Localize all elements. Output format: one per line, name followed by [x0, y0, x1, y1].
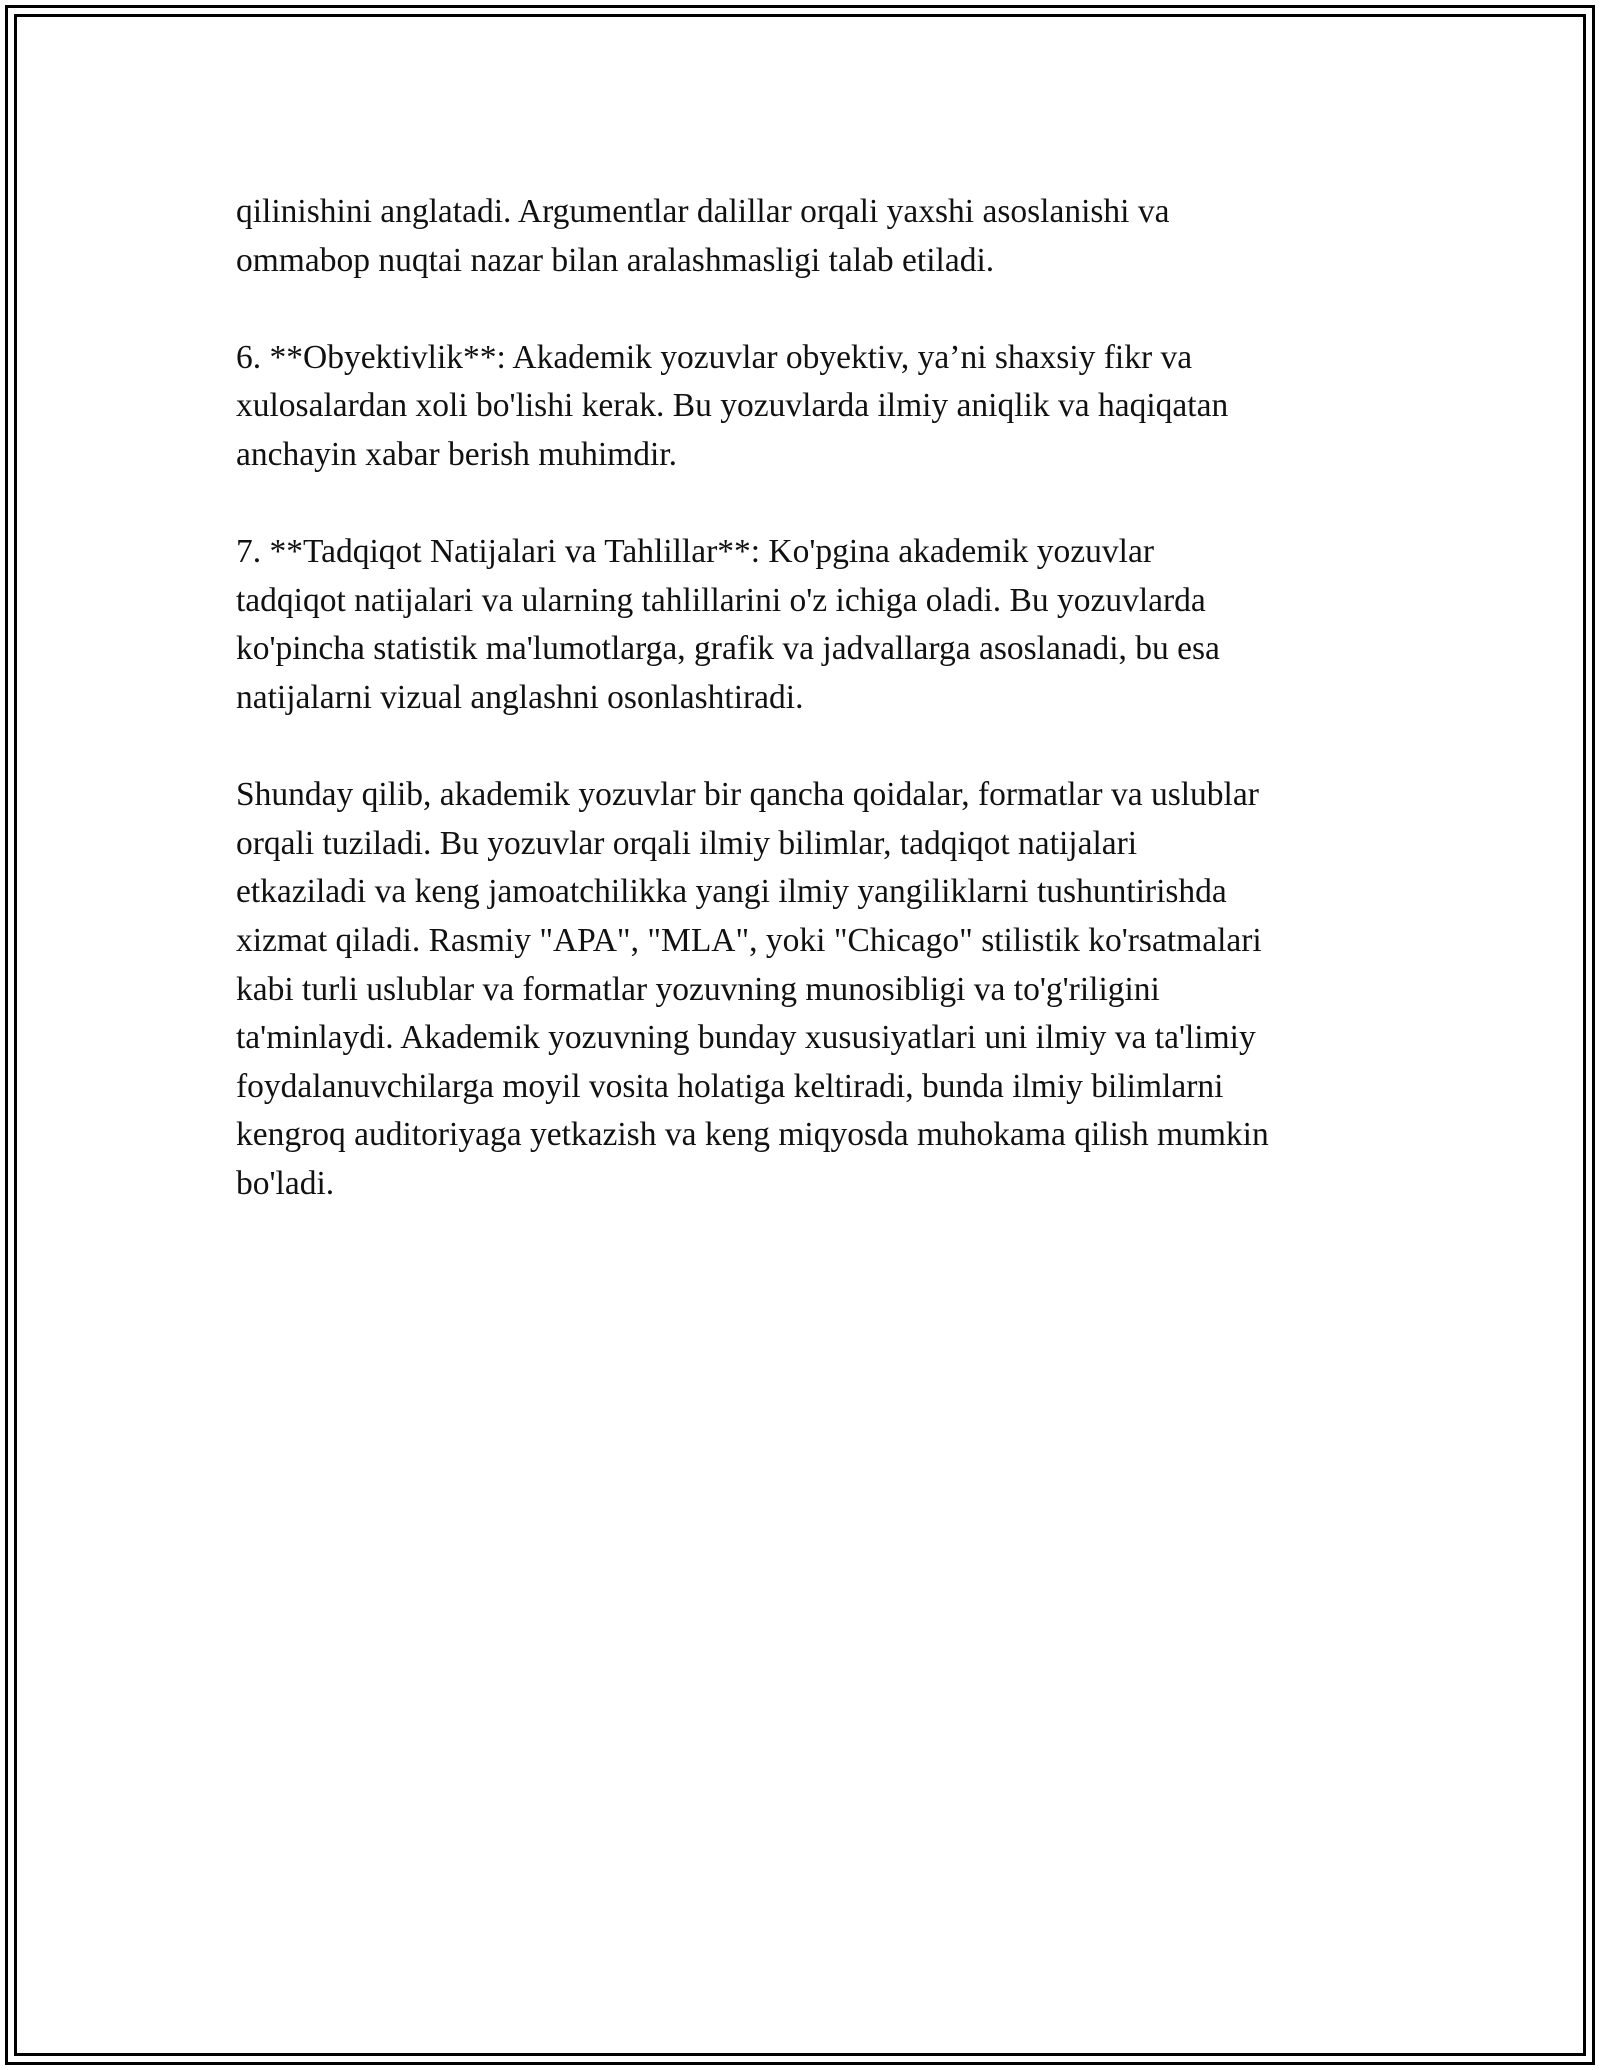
- paragraph-conclusion: [236, 771, 1396, 1208]
- text-line: qilinishini anglatadi. Argumentlar dalillar orqali yaxshi asoslanishi va: [236, 193, 1170, 230]
- text-line: 6. **Obyektivlik**: Akademik yozuvlar obyektiv, ya’ni shaxsiy fikr va: [236, 338, 1193, 376]
- text-line: etkaziladi va keng jamoatchilikka yangi ilmiy yangiliklarni tushuntirishda: [236, 873, 1227, 911]
- text-line: xizmat qiladi. Rasmiy "APA", "MLA", yoki "Chicago" stilistik ko'rsatmalari: [236, 921, 1262, 959]
- text-line: tadqiqot natijalari va ularning tahlillarini o'z ichiga oladi. Bu yozuvlarda: [236, 581, 1206, 619]
- document-body: [236, 188, 1396, 1257]
- text-line: kabi turli uslublar va formatlar yozuvning munosibligi va to'g'riligini: [236, 970, 1160, 1008]
- text-line: Shunday qilib, akademik yozuvlar bir qancha qoidalar, formatlar va uslublar: [236, 776, 1259, 814]
- text-line: ommabop nuqtai nazar bilan aralashmasligi talab etiladi.: [236, 241, 995, 279]
- text-line: xulosalardan xoli bo'lishi kerak. Bu yozuvlarda ilmiy aniqlik va haqiqatan: [236, 387, 1229, 425]
- text-line: ta'minlaydi. Akademik yozuvning bunday xususiyatlari uni ilmiy va ta'limiy: [236, 1019, 1256, 1057]
- text-line: anchayin xabar berish muhimdir.: [236, 435, 677, 473]
- text-line: kengroq auditoriyaga yetkazish va keng miqyosda muhokama qilish mumkin: [236, 1116, 1269, 1154]
- text-line: orqali tuziladi. Bu yozuvlar orqali ilmiy bilimlar, tadqiqot natijalari: [236, 824, 1138, 862]
- text-line: foydalanuvchilarga moyil vosita holatiga keltiradi, bunda ilmiy bilimlarni: [236, 1067, 1224, 1105]
- text-line: bo'ladi.: [236, 1164, 335, 1202]
- paragraph-research-results: [236, 528, 1396, 722]
- paragraph-1: [236, 188, 1396, 285]
- text-line: natijalarni vizual anglashni osonlashtiradi.: [236, 678, 804, 716]
- text-line: ko'pincha statistik ma'lumotlarga, grafik va jadvallarga asoslanadi, bu esa: [236, 630, 1220, 668]
- text-line: 7. **Tadqiqot Natijalari va Tahlillar**: Ko'pgina akademik yozuvlar: [236, 533, 1154, 571]
- paragraph-objectivity: [236, 334, 1396, 480]
